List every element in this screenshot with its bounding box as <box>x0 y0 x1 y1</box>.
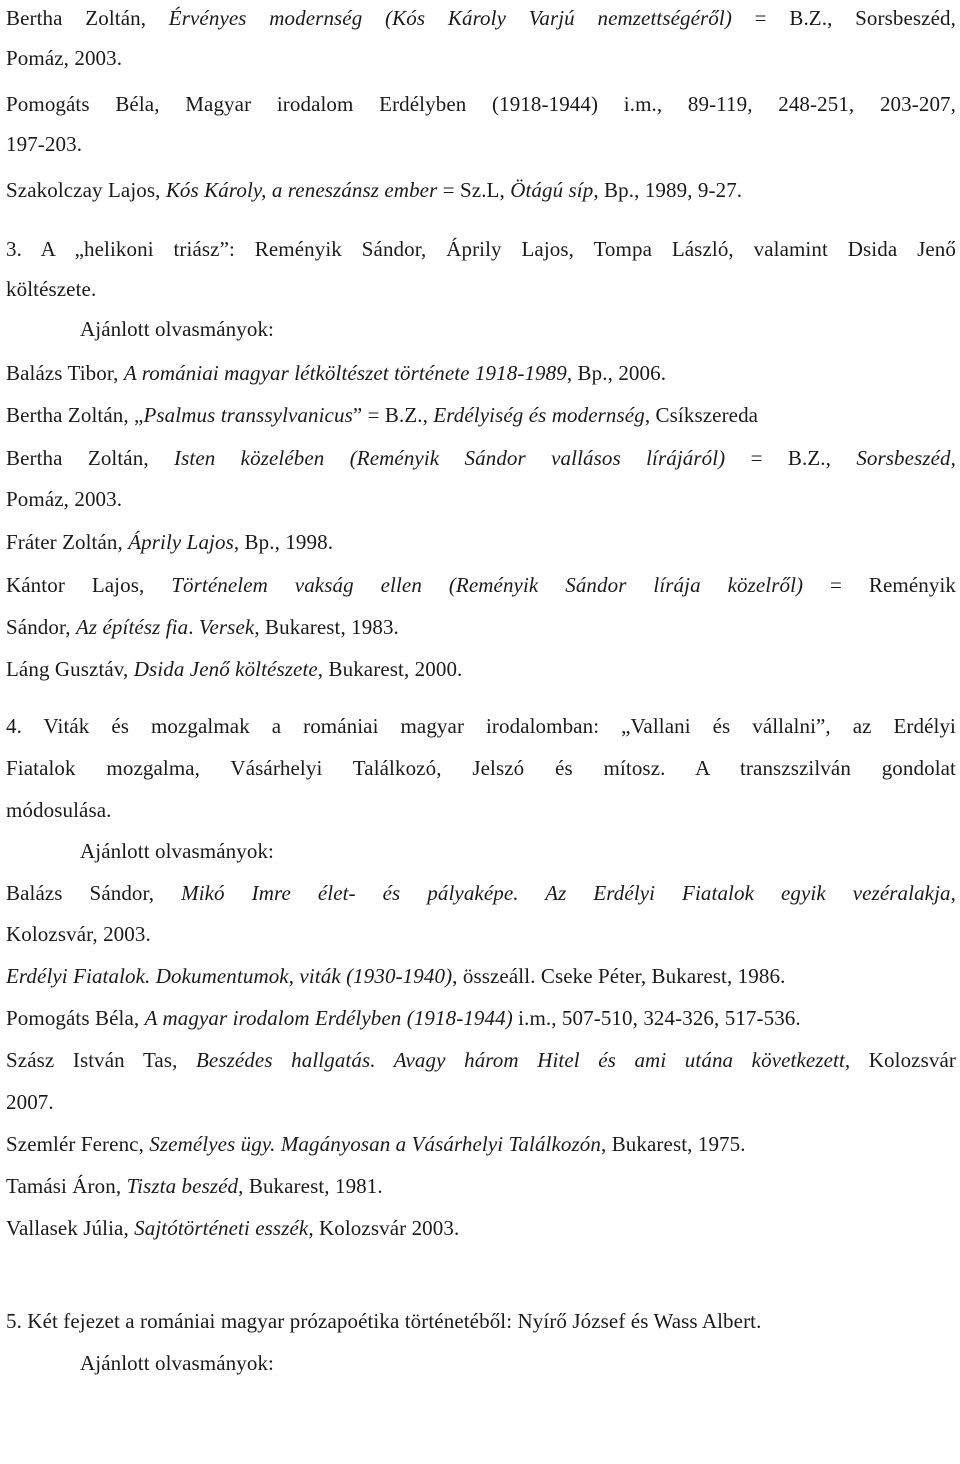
text-segment: , Bp., 1989, 9-27. <box>593 178 743 202</box>
text-segment: Balázs Sándor, <box>6 881 182 905</box>
text-segment: , összeáll. Cseke Péter, Bukarest, 1986. <box>452 964 786 988</box>
bib-entry-lang <box>6 656 462 682</box>
recommended-readings-label <box>80 838 274 864</box>
bib-entry-pomogats-a-magyar <box>6 1005 801 1031</box>
bib-entry-szemler <box>6 1131 746 1157</box>
text-segment: Bukarest, 1981. <box>243 1174 383 1198</box>
text-segment: Balázs Tibor, <box>6 361 124 385</box>
text-segment: Pomogáts Béla, <box>6 1006 145 1030</box>
section-heading-4 <box>6 713 956 739</box>
text-segment: 197-203. <box>6 132 83 156</box>
text-segment: = B.Z., <box>725 446 857 470</box>
text-segment: , Bp., 2006. <box>566 361 667 385</box>
text-segment: , Bp., 1998. <box>233 530 334 554</box>
text-segment: , <box>950 881 956 905</box>
text-segment: 4. Viták és mozgalmak a romániai magyar irodalomban: „Vallani és vállalni”, az Erdélyi <box>6 714 956 738</box>
text-segment: = B.Z., Sorsbeszéd, <box>731 6 956 30</box>
text-segment: Sándor, <box>6 615 76 639</box>
text-segment: , Bukarest, 1983. <box>254 615 399 639</box>
bib-entry-frater <box>6 529 333 555</box>
section-heading-continuation <box>6 755 956 781</box>
text-segment: Bertha Zoltán, <box>6 6 169 30</box>
italic-title-text: Tiszta beszéd, <box>126 1174 244 1198</box>
bib-entry-continuation <box>6 486 122 512</box>
text-segment: Bertha Zoltán, <box>6 446 175 470</box>
text-segment: = Sz.L, <box>437 178 511 202</box>
bib-entry-continuation <box>6 614 399 640</box>
bib-entry-tamasi <box>6 1173 383 1199</box>
text-segment: Pomogáts Béla, <box>6 92 186 116</box>
italic-title-text: Dsida Jenő költészete <box>133 657 318 681</box>
text-segment: Kántor Lajos, <box>6 573 172 597</box>
text-segment: , Kolozsvár <box>844 1048 956 1072</box>
italic-title-text: Kós Károly, a reneszánsz ember <box>165 178 438 202</box>
bib-entry-kantor <box>6 572 956 598</box>
text-segment: Kolozsvár, 2003. <box>6 922 151 946</box>
italic-title-text: Érvényes modernség (Kós Károly Varjú nemzettségéről) <box>168 6 732 30</box>
text-segment: = Reményik <box>803 573 957 597</box>
text-segment: Szemlér Ferenc, <box>6 1132 150 1156</box>
bib-entry-continuation <box>6 45 122 71</box>
italic-title-text: Psalmus transsylvanicus <box>143 403 353 427</box>
italic-title-text: Személyes ügy. Magányosan a Vásárhelyi Találkozón <box>149 1132 601 1156</box>
italic-title-text: Beszédes hallgatás. Avagy három Hitel és ami utána következett <box>196 1048 845 1072</box>
italic-title-text: Történelem vakság ellen (Reményik Sándor lírája közelről) <box>171 573 804 597</box>
bib-entry-szasz <box>6 1047 956 1073</box>
section-heading-continuation <box>6 276 96 302</box>
bib-entry-bertha-ervenyes <box>6 5 956 31</box>
text-segment: Ajánlott olvasmányok: <box>80 839 274 863</box>
text-segment: módosulása. <box>6 798 112 822</box>
bib-entry-vallasek <box>6 1215 459 1241</box>
italic-title-text: Erdélyi Fiatalok. Dokumentumok, viták (1930-1940) <box>6 964 453 988</box>
text-segment: , Bukarest, 1975. <box>601 1132 746 1156</box>
bib-entry-pomogats-magyar <box>6 91 956 117</box>
italic-title-text: A romániai magyar létköltészet története 1918-1989 <box>123 361 567 385</box>
bib-entry-erdelyi-fiatalok <box>6 963 785 989</box>
text-segment: Magyar irodalom Erdélyben (1918-1944) <box>185 92 599 116</box>
italic-title-text: Mikó Imre élet- és pályaképe. Az Erdélyi Fiatalok egyik vezéralakja <box>181 881 951 905</box>
bib-entry-continuation <box>6 131 82 157</box>
text-segment: , Kolozsvár 2003. <box>308 1216 460 1240</box>
bib-entry-bertha-isten <box>6 445 956 471</box>
recommended-readings-label <box>80 316 274 342</box>
text-segment: Tamási Áron, <box>6 1174 127 1198</box>
bib-entry-bertha-psalmus <box>6 402 758 428</box>
italic-title-text: A magyar irodalom Erdélyben (1918-1944) <box>144 1006 513 1030</box>
italic-title-text: Versek <box>198 615 255 639</box>
section-heading-3 <box>6 236 956 262</box>
text-segment: Bertha Zoltán, „ <box>6 403 144 427</box>
text-segment: ” = B.Z., <box>352 403 434 427</box>
text-segment: Láng Gusztáv, <box>6 657 134 681</box>
bib-entry-szakolczay <box>6 177 742 203</box>
italic-title-text: Áprily Lajos <box>128 530 234 554</box>
text-segment: Szász István Tas, <box>6 1048 196 1072</box>
text-segment: Vallasek Júlia, <box>6 1216 135 1240</box>
text-segment: Fiatalok mozgalma, Vásárhelyi Találkozó, Jelszó és mítosz. A transzszilván gondolat <box>6 756 956 780</box>
text-segment: i.m., 507-510, 324-326, 517-536. <box>512 1006 801 1030</box>
text-segment: 5. Két fejezet a romániai magyar prózapoétika történetéből: Nyírő József és Wass Albert. <box>6 1309 762 1333</box>
text-segment: , Csíkszereda <box>644 403 759 427</box>
bib-entry-continuation <box>6 921 151 947</box>
text-segment: , <box>950 446 957 470</box>
bib-entry-continuation <box>6 1089 54 1115</box>
text-segment: költészete. <box>6 277 97 301</box>
italic-title-text: Sajtótörténeti esszék <box>134 1216 309 1240</box>
text-segment: . <box>188 615 199 639</box>
section-heading-5 <box>6 1308 761 1334</box>
text-segment: 3. A „helikoni triász”: Reményik Sándor, Áprily Lajos, Tompa László, valamint Dsida Jenő <box>6 237 956 261</box>
text-segment: , Bukarest, 2000. <box>317 657 463 681</box>
italic-title-text: Isten közelében (Reményik Sándor vallásos lírájáról) <box>174 446 726 470</box>
italic-title-text: Ötágú síp <box>510 178 594 202</box>
section-heading-continuation <box>6 797 112 823</box>
text-segment: Ajánlott olvasmányok: <box>80 317 274 341</box>
bib-entry-balazs-tibor <box>6 360 666 386</box>
recommended-readings-label <box>80 1350 274 1376</box>
text-segment: 2007. <box>6 1090 54 1114</box>
text-segment: i.m., 89-119, 248-251, 203-207, <box>598 92 957 116</box>
bib-entry-balazs-sandor <box>6 880 956 906</box>
text-segment: Pomáz, 2003. <box>6 46 123 70</box>
italic-title-text: Az építész fia <box>75 615 189 639</box>
text-segment: Fráter Zoltán, <box>6 530 129 554</box>
italic-title-text: Erdélyiség és modernség <box>433 403 645 427</box>
text-segment: Pomáz, 2003. <box>6 487 123 511</box>
text-segment: Ajánlott olvasmányok: <box>80 1351 274 1375</box>
text-segment: Szakolczay Lajos, <box>6 178 166 202</box>
italic-title-text: Sorsbeszéd <box>856 446 951 470</box>
